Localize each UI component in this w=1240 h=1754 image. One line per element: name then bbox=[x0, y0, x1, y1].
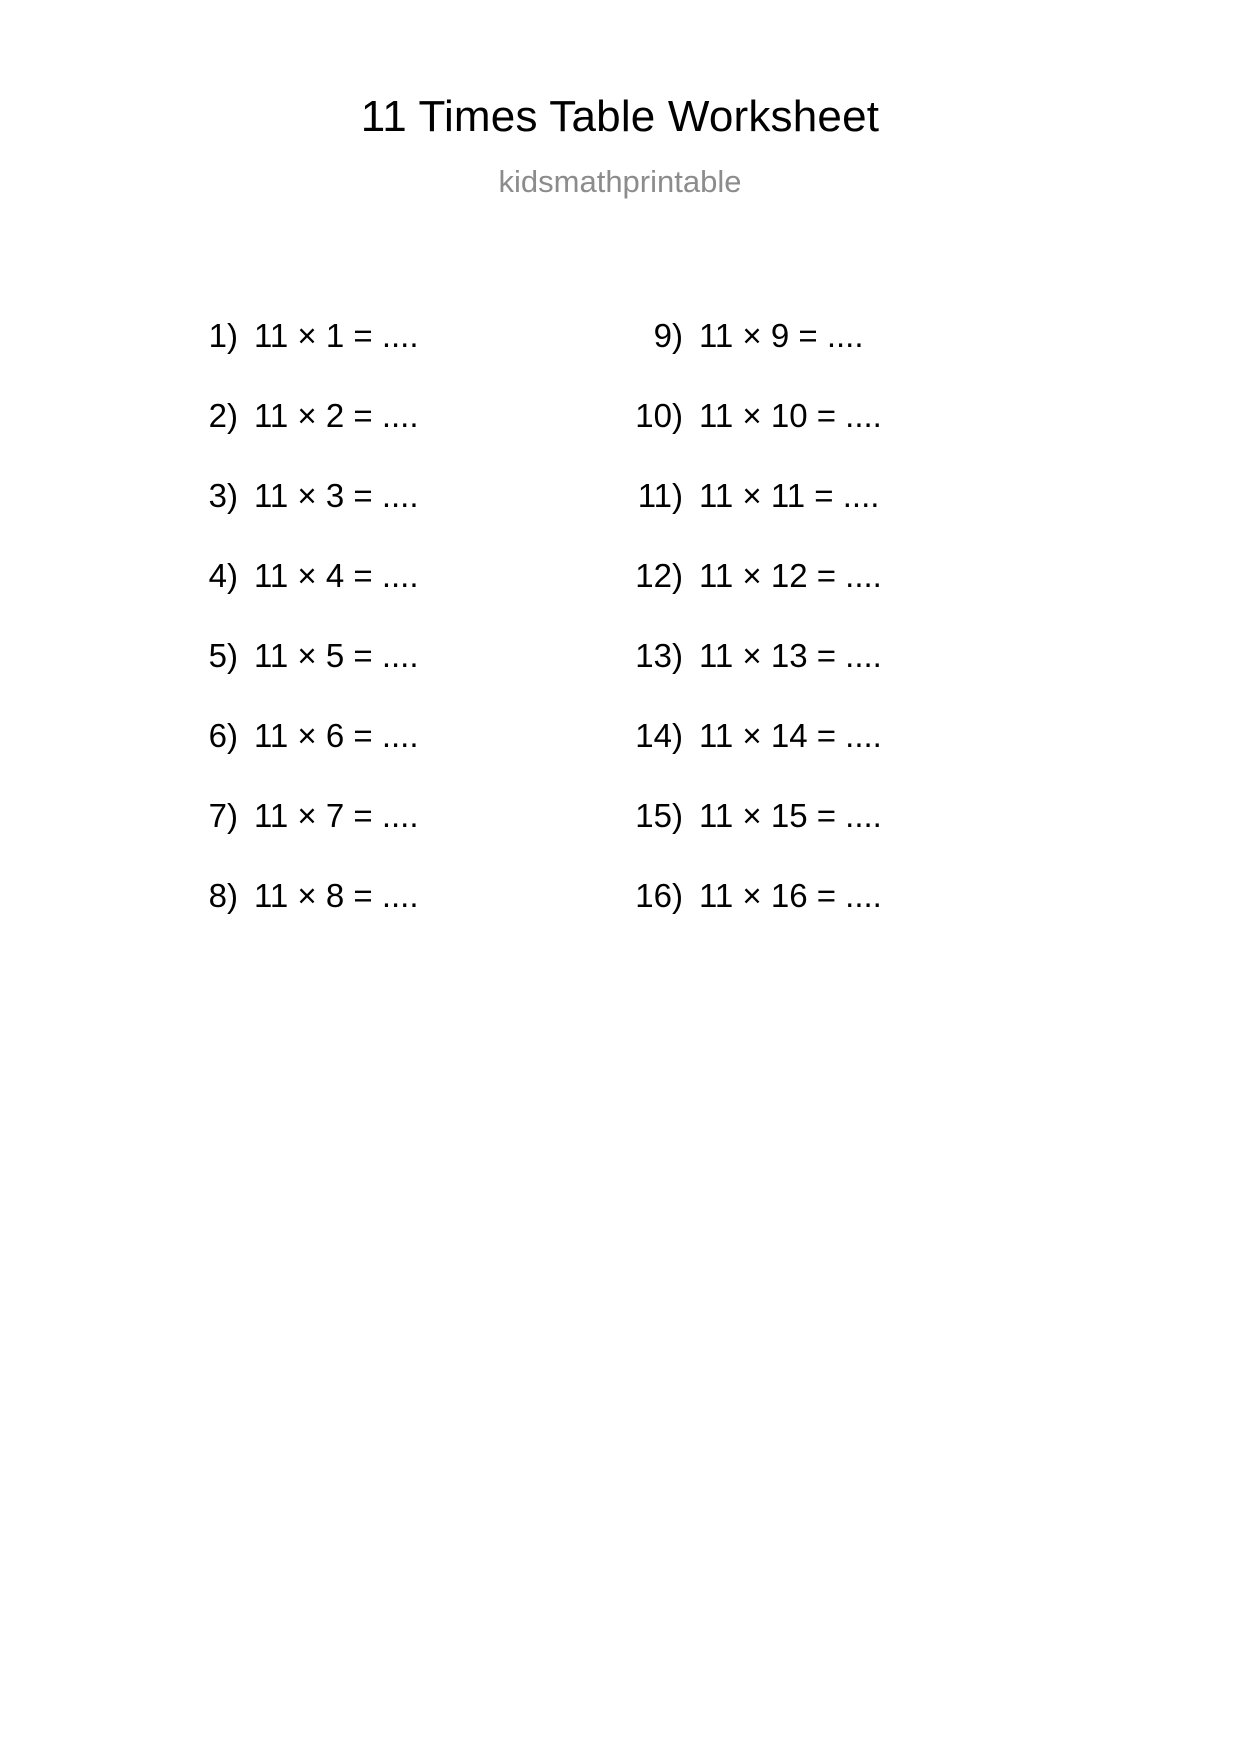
list-item bbox=[176, 776, 621, 856]
list-item bbox=[176, 696, 621, 776]
list-item bbox=[621, 296, 1066, 376]
list-item bbox=[621, 376, 1066, 456]
list-item bbox=[176, 616, 621, 696]
problem-number: 14) bbox=[635, 717, 683, 754]
problem-expression: 11 × 8 = .... bbox=[254, 877, 419, 914]
problem-list bbox=[0, 296, 1240, 936]
problem-expression: 11 × 10 = .... bbox=[699, 397, 882, 434]
problem-expression: 11 × 1 = .... bbox=[254, 317, 419, 354]
problem-number: 16) bbox=[635, 877, 683, 914]
list-item bbox=[176, 296, 621, 376]
list-item bbox=[176, 536, 621, 616]
problem-column-right bbox=[621, 296, 1066, 936]
problem-expression: 11 × 15 = .... bbox=[699, 797, 882, 834]
problem-number: 10) bbox=[635, 397, 683, 434]
problem-expression: 11 × 13 = .... bbox=[699, 637, 882, 674]
problem-number: 8) bbox=[208, 877, 238, 914]
page-title: 11 Times Table Worksheet bbox=[360, 92, 880, 141]
problem-expression: 11 × 16 = .... bbox=[699, 877, 882, 914]
problem-number: 12) bbox=[635, 557, 683, 594]
problem-number: 3) bbox=[208, 477, 238, 514]
list-item bbox=[621, 776, 1066, 856]
problem-expression: 11 × 14 = .... bbox=[699, 717, 882, 754]
list-item bbox=[621, 696, 1066, 776]
list-item bbox=[621, 456, 1066, 536]
problem-expression: 11 × 11 = .... bbox=[699, 477, 880, 514]
problem-expression: 11 × 9 = .... bbox=[699, 317, 864, 354]
list-item bbox=[621, 856, 1066, 936]
problem-number: 11) bbox=[637, 477, 683, 514]
problem-number: 7) bbox=[208, 797, 238, 834]
problem-number: 1) bbox=[208, 317, 238, 354]
problem-number: 6) bbox=[208, 717, 238, 754]
problem-expression: 11 × 12 = .... bbox=[699, 557, 882, 594]
problem-number: 9) bbox=[653, 317, 683, 354]
problem-expression: 11 × 5 = .... bbox=[254, 637, 419, 674]
list-item bbox=[176, 376, 621, 456]
problem-number: 5) bbox=[208, 637, 238, 674]
problem-expression: 11 × 3 = .... bbox=[254, 477, 419, 514]
problem-expression: 11 × 6 = .... bbox=[254, 717, 419, 754]
problem-expression: 11 × 7 = .... bbox=[254, 797, 419, 834]
problem-number: 2) bbox=[208, 397, 238, 434]
problem-expression: 11 × 4 = .... bbox=[254, 557, 419, 594]
problem-column-left bbox=[176, 296, 621, 936]
list-item bbox=[621, 536, 1066, 616]
problem-number: 4) bbox=[208, 557, 238, 594]
list-item bbox=[621, 616, 1066, 696]
problem-number: 13) bbox=[635, 637, 683, 674]
page-subtitle: kidsmathprintable bbox=[498, 164, 742, 199]
list-item bbox=[176, 856, 621, 936]
list-item bbox=[176, 456, 621, 536]
problem-number: 15) bbox=[635, 797, 683, 834]
problem-expression: 11 × 2 = .... bbox=[254, 397, 419, 434]
